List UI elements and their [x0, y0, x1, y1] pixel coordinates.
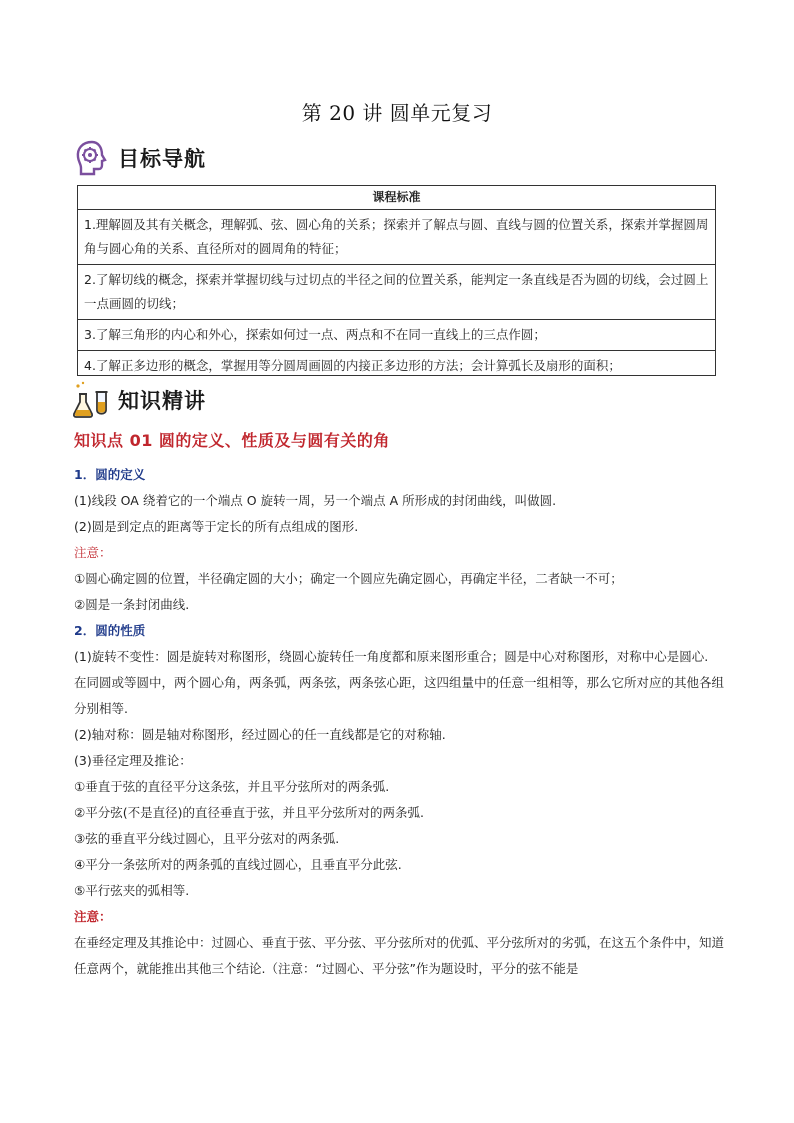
text-line: ③弦的垂直平分线过圆心，且平分弦对的两条弧.	[74, 831, 340, 846]
text-line: (2)轴对称：圆是轴对称图形，经过圆心的任一直线都是它的对称轴.	[74, 727, 446, 742]
subheading-circle-definition: 1．圆的定义	[74, 467, 146, 482]
note-label: 注意：	[74, 909, 112, 924]
brain-gear-icon	[72, 138, 112, 178]
course-standards-table	[77, 185, 716, 376]
text-line: ⑤平行弦夹的弧相等.	[74, 883, 190, 898]
standards-header: 课程标准	[78, 186, 715, 210]
text-line: (2)圆是到定点的距离等于定长的所有点组成的图形.	[74, 519, 359, 534]
section-knowledge-label: 知识精讲	[118, 389, 206, 413]
text-line: 在垂经定理及其推论中：过圆心、垂直于弦、平分弦、平分弦所对的优弧、平分弦所对的劣弧，在这五个条件中，知道任意两个，就能推出其他三个结论.（注意：“过圆心、平分弦”作为题设时，平分的弦不能是	[74, 935, 725, 976]
note-label: 注意：	[74, 545, 112, 560]
standards-item: 1.理解圆及其有关概念，理解弧、弦、圆心角的关系；探索并了解点与圆、直线与圆的位置关系，探索并掌握圆周角与圆心角的关系、直径所对的圆周角的特征；	[78, 210, 715, 265]
page-title: 第 20 讲 圆单元复习	[301, 101, 493, 125]
text-line: (3)垂径定理及推论：	[74, 753, 192, 768]
text-line: ②圆是一条封闭曲线.	[74, 597, 190, 612]
text-line: ④平分一条弦所对的两条弧的直线过圆心，且垂直平分此弦.	[74, 857, 402, 872]
standards-item: 4.了解正多边形的概念，掌握用等分圆周画圆的内接正多边形的方法；会计算弧长及扇形的面积；	[84, 358, 621, 373]
section-goals-header	[72, 138, 206, 178]
text-line: ①垂直于弦的直径平分这条弦，并且平分弦所对的两条弧.	[74, 779, 390, 794]
text-line: (1)线段 OA 绕着它的一个端点 O 旋转一周，另一个端点 A 所形成的封闭曲线，叫做圆.	[74, 493, 557, 508]
text-line: ①圆心确定圆的位置，半径确定圆的大小；确定一个圆应先确定圆心，再确定半径，二者缺一不可；	[74, 571, 623, 586]
knowledge-content	[74, 462, 724, 982]
text-line: (1)旋转不变性：圆是旋转对称图形，绕圆心旋转任一角度都和原来图形重合；圆是中心对称图形，对称中心是圆心.	[74, 649, 709, 664]
section-knowledge-header	[72, 380, 206, 420]
section-goals-label: 目标导航	[118, 147, 206, 171]
flask-icon	[72, 380, 112, 420]
text-line: 在同圆或等圆中，两个圆心角，两条弧，两条弦，两条弦心距，这四组量中的任意一组相等，那么它所对应的其他各组分别相等.	[74, 675, 725, 716]
standards-item: 3.了解三角形的内心和外心，探索如何过一点、两点和不在同一直线上的三点作圆；	[78, 320, 715, 351]
standards-item: 2.了解切线的概念，探索并掌握切线与过切点的半径之间的位置关系，能判定一条直线是否为圆的切线，会过圆上一点画圆的切线；	[78, 265, 715, 320]
subheading-circle-properties: 2．圆的性质	[74, 623, 146, 638]
knowledge-point-title: 知识点 01 圆的定义、性质及与圆有关的角	[74, 431, 390, 450]
text-line: ②平分弦(不是直径)的直径垂直于弦，并且平分弦所对的两条弧.	[74, 805, 424, 820]
